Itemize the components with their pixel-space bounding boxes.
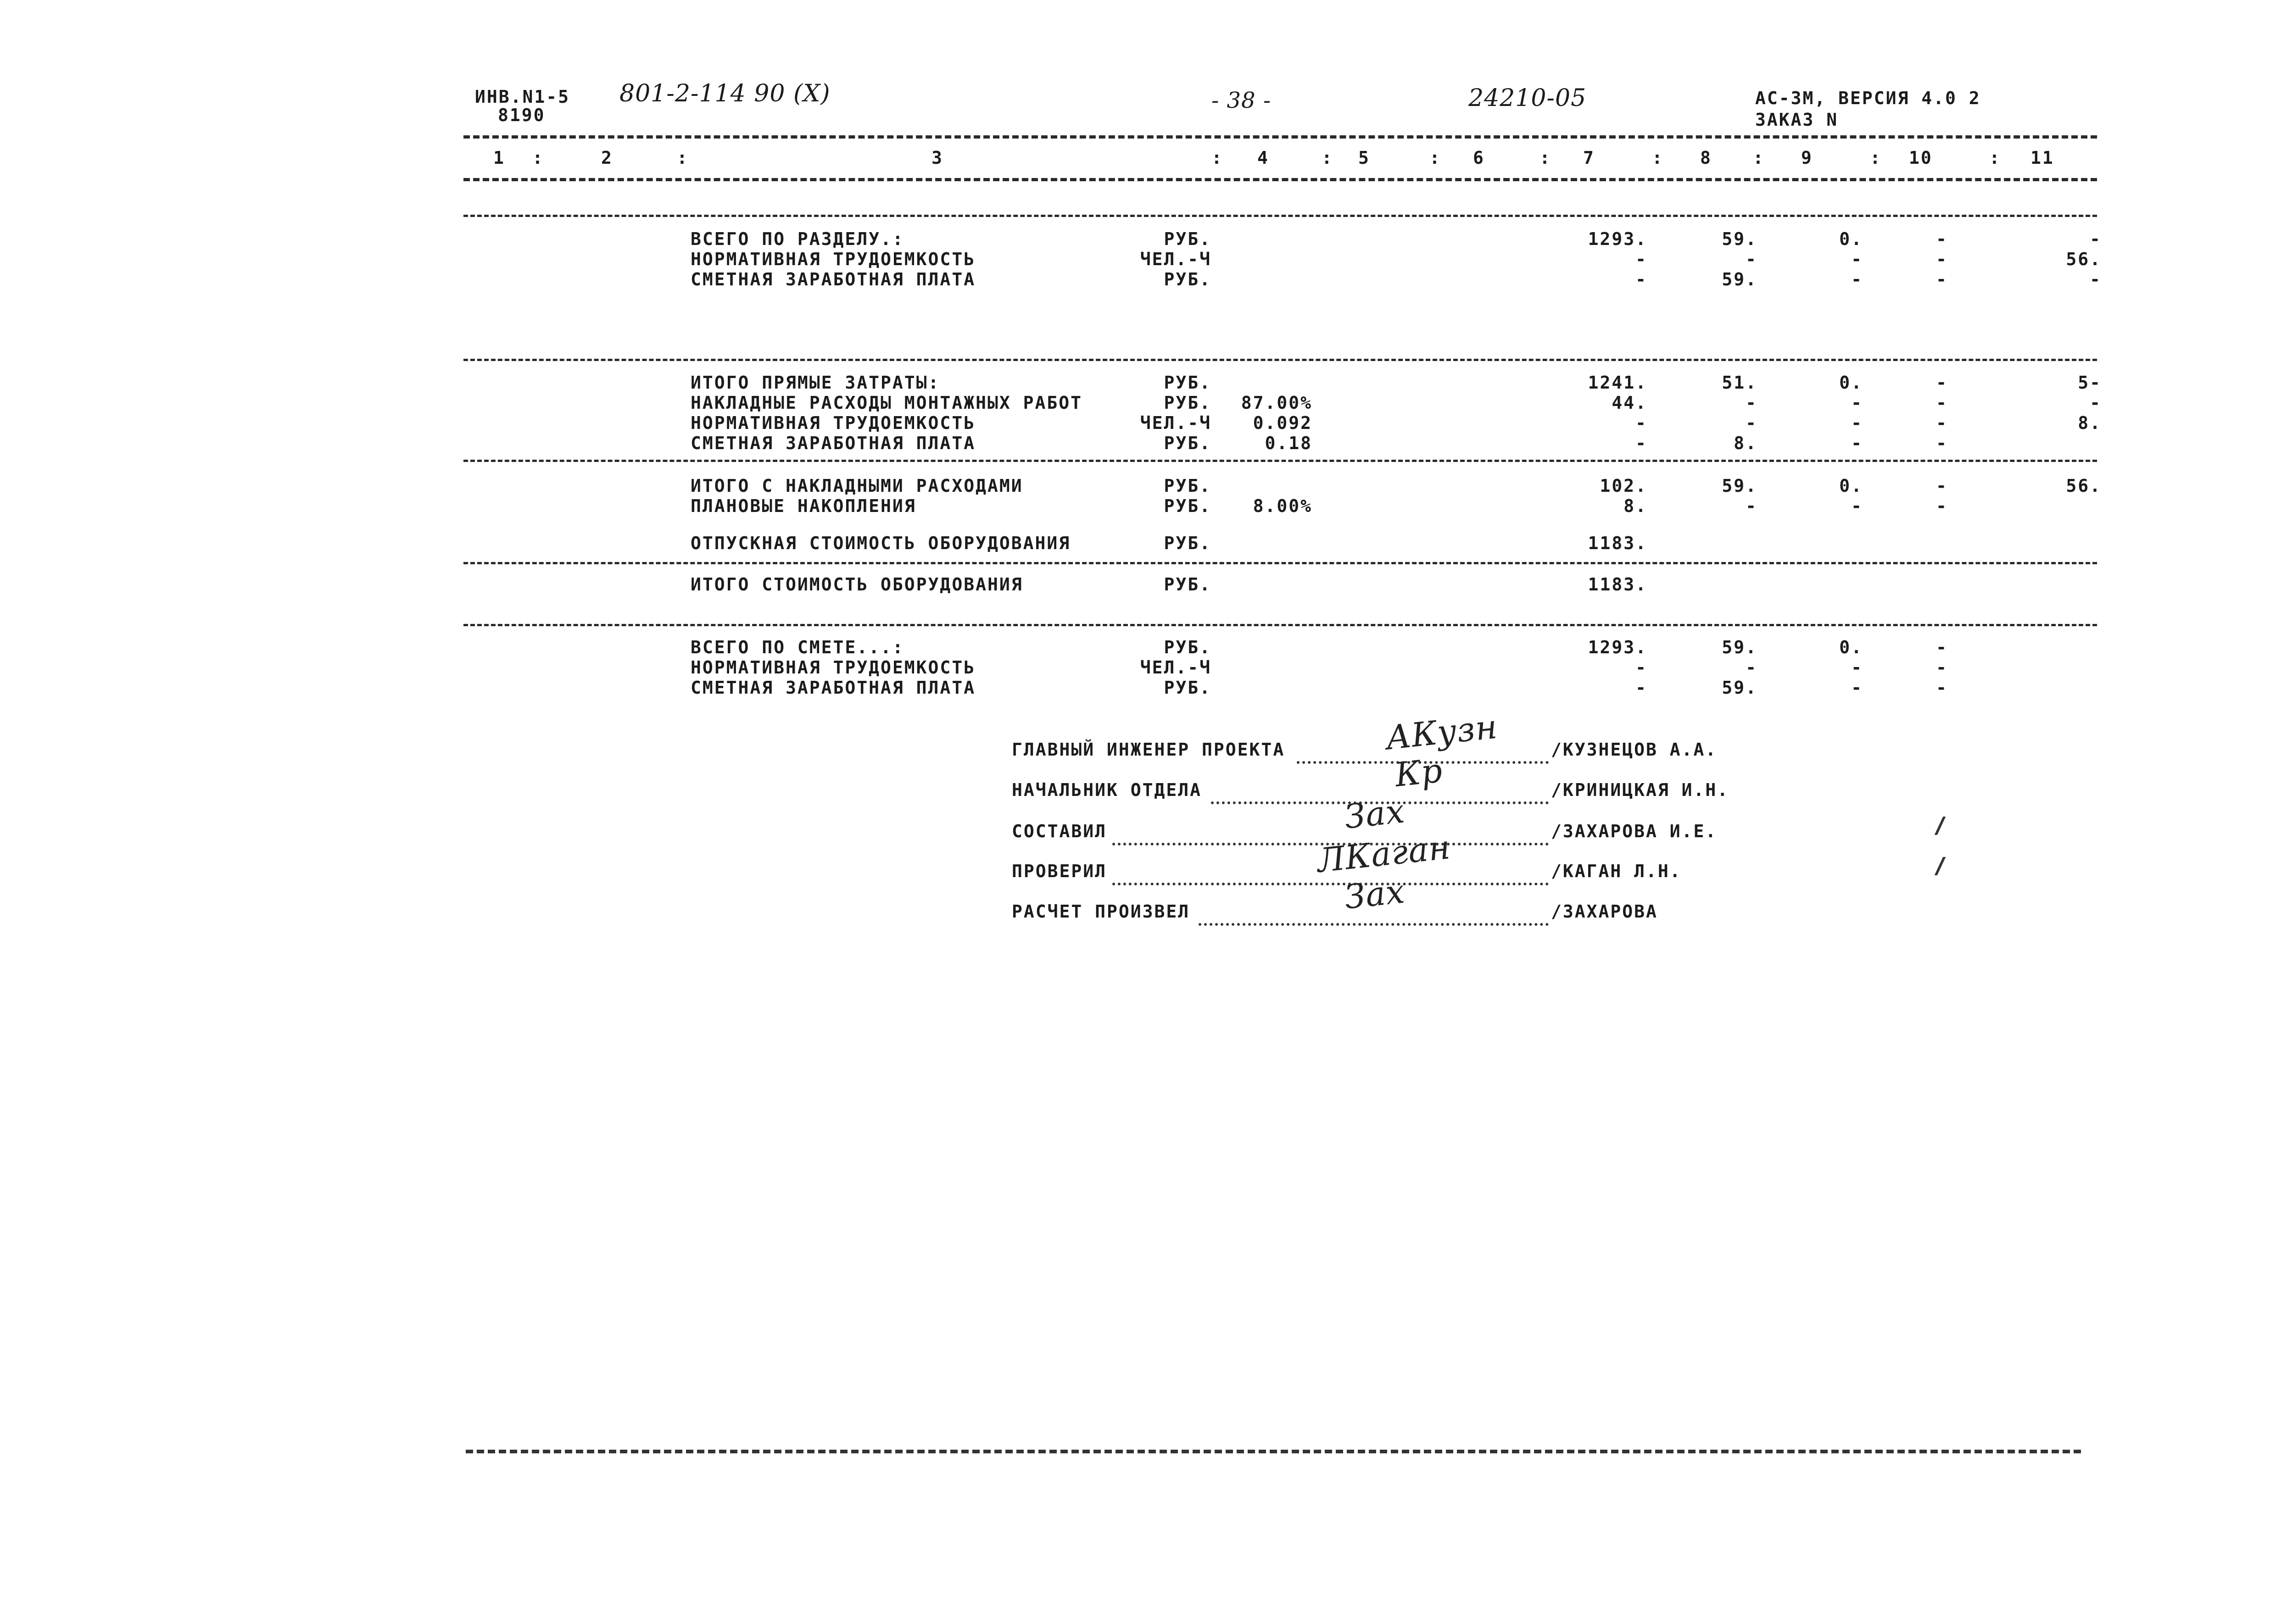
cell-c9: - [1851,413,1863,433]
row-unit: РУБ. [1164,476,1211,496]
row-unit: РУБ. [1164,496,1211,516]
block-rule-3 [463,460,2097,462]
block-rule-4 [463,562,2097,564]
row-rate: 8.00% [1253,496,1312,516]
row-label: СМЕТНАЯ ЗАРАБОТНАЯ ПЛАТА [691,433,976,453]
signatory-role: СОСТАВИЛ [1012,821,1107,841]
page-mark: - 38 - [1211,88,1272,113]
column-separator: : [1540,148,1551,168]
cell-c10: - [1936,678,1948,698]
header-rule-top [463,135,2097,139]
signatory-role: НАЧАЛЬНИК ОТДЕЛА [1012,780,1202,800]
column-number-6: 6 [1473,148,1485,168]
block-rule-2 [463,359,2097,361]
cell-c11: 8. [2078,413,2102,433]
row-label: СМЕТНАЯ ЗАРАБОТНАЯ ПЛАТА [691,678,976,698]
cell-c9: - [1851,433,1863,453]
row-label: СМЕТНАЯ ЗАРАБОТНАЯ ПЛАТА [691,269,976,289]
column-number-5: 5 [1358,148,1370,168]
check-mark [1935,857,1946,875]
cell-c9: 0. [1839,637,1863,657]
cell-c7: 1183. [1588,533,1647,553]
project-number: 24210-05 [1468,84,1587,112]
cell-c8: 59. [1722,476,1757,496]
cell-c8: 59. [1722,229,1757,249]
column-separator: : [1652,148,1664,168]
row-label: НАКЛАДНЫЕ РАСХОДЫ МОНТАЖНЫХ РАБОТ [691,393,1082,413]
row-rate: 87.00% [1241,393,1312,413]
cell-c7: 1293. [1588,637,1647,657]
column-separator: : [1753,148,1765,168]
cell-c8: - [1746,496,1757,516]
signatory-name: /ЗАХАРОВА [1551,901,1658,922]
column-number-8: 8 [1700,148,1712,168]
cell-c7: - [1635,678,1647,698]
row-rate: 0.18 [1265,433,1312,453]
signatory-name: /ЗАХАРОВА И.Е. [1551,821,1718,841]
block-rule-1 [463,215,2097,217]
row-unit: РУБ. [1164,393,1211,413]
cell-c7: 1241. [1588,373,1647,393]
cell-c10: - [1936,373,1948,393]
cell-c8: 51. [1722,373,1757,393]
handwritten-signature: Зах [1342,791,1407,836]
handwritten-signature: Зах [1342,872,1407,917]
cell-c7: 44. [1612,393,1647,413]
cell-c9: 0. [1839,373,1863,393]
cell-c9: - [1851,269,1863,289]
column-number-4: 4 [1257,148,1269,168]
row-unit: РУБ. [1164,678,1211,698]
column-separator: : [532,148,544,168]
column-number-10: 10 [1909,148,1933,168]
row-label: ВСЕГО ПО СМЕТЕ...: [691,637,904,657]
cell-c7: 8. [1623,496,1647,516]
row-label: НОРМАТИВНАЯ ТРУДОЕМКОСТЬ [691,413,976,433]
signatory-role: ПРОВЕРИЛ [1012,861,1107,881]
cell-c11: - [2090,229,2102,249]
software-version: АС-3М, ВЕРСИЯ 4.0 2 [1755,88,1981,108]
row-unit: РУБ. [1164,637,1211,657]
row-label: НОРМАТИВНАЯ ТРУДОЕМКОСТЬ [691,249,976,269]
cell-c7: - [1635,249,1647,269]
row-unit: ЧЕЛ.-Ч [1140,413,1211,433]
column-number-3: 3 [932,148,943,168]
handwritten-signature: ЛКаган [1315,827,1453,880]
row-label: НОРМАТИВНАЯ ТРУДОЕМКОСТЬ [691,657,976,678]
row-unit: ЧЕЛ.-Ч [1140,657,1211,678]
cell-c10: - [1936,657,1948,678]
row-unit: РУБ. [1164,574,1211,595]
cell-c10: - [1936,249,1948,269]
row-unit: РУБ. [1164,229,1211,249]
cell-c11: - [2090,393,2102,413]
row-unit: РУБ. [1164,373,1211,393]
cell-c11: 56. [2066,249,2102,269]
column-separator: : [1322,148,1333,168]
cell-c9: 0. [1839,476,1863,496]
column-number-1: 1 [493,148,505,168]
cell-c11: 56. [2066,476,2102,496]
signatory-role: РАСЧЕТ ПРОИЗВЕЛ [1012,901,1190,922]
row-label: ИТОГО СТОИМОСТЬ ОБОРУДОВАНИЯ [691,574,1023,595]
row-unit: РУБ. [1164,269,1211,289]
cell-c10: - [1936,476,1948,496]
row-label: ВСЕГО ПО РАЗДЕЛУ.: [691,229,904,249]
cell-c10: - [1936,229,1948,249]
cell-c10: - [1936,496,1948,516]
check-mark [1935,817,1946,835]
row-label: ОТПУСКНАЯ СТОИМОСТЬ ОБОРУДОВАНИЯ [691,533,1071,553]
column-number-11: 11 [2030,148,2054,168]
cell-c7: 102. [1600,476,1647,496]
signatory-name: /КРИНИЦКАЯ И.Н. [1551,780,1729,800]
inv-number: 8190 [498,105,546,125]
cell-c8: - [1746,249,1757,269]
column-separator: : [1211,148,1223,168]
column-separator: : [1870,148,1882,168]
column-number-9: 9 [1801,148,1813,168]
cell-c10: - [1936,413,1948,433]
cell-c9: - [1851,657,1863,678]
cell-c7: 1293. [1588,229,1647,249]
cell-c8: 59. [1722,637,1757,657]
column-separator: : [1989,148,2001,168]
cell-c7: - [1635,657,1647,678]
column-separator: : [1429,148,1441,168]
column-separator: : [677,148,689,168]
row-label: ИТОГО ПРЯМЫЕ ЗАТРАТЫ: [691,373,940,393]
block-rule-5 [463,624,2097,626]
cell-c11: 5- [2078,373,2102,393]
header-rule-bottom [463,178,2097,181]
doc-code: 801-2-114 90 (Ⅹ) [619,80,831,107]
cell-c10: - [1936,637,1948,657]
cell-c8: - [1746,413,1757,433]
cell-c7: - [1635,413,1647,433]
column-number-7: 7 [1583,148,1595,168]
inv-label: ИНВ.N1-5 [475,87,570,107]
row-rate: 0.092 [1253,413,1312,433]
cell-c8: 59. [1722,269,1757,289]
cell-c10: - [1936,393,1948,413]
cell-c7: - [1635,269,1647,289]
row-unit: РУБ. [1164,433,1211,453]
signatory-name: /КУЗНЕЦОВ А.А. [1551,740,1718,760]
cell-c8: 59. [1722,678,1757,698]
row-label: ПЛАНОВЫЕ НАКОПЛЕНИЯ [691,496,916,516]
signatory-name: /КАГАН Л.Н. [1551,861,1682,881]
cell-c7: - [1635,433,1647,453]
cell-c10: - [1936,269,1948,289]
cell-c8: - [1746,393,1757,413]
handwritten-signature: АКузн [1384,707,1500,757]
signatory-role: ГЛАВНЫЙ ИНЖЕНЕР ПРОЕКТА [1012,740,1285,760]
column-number-2: 2 [601,148,613,168]
handwritten-signature: Кр [1393,751,1445,795]
cell-c9: - [1851,249,1863,269]
cell-c11: - [2090,269,2102,289]
row-unit: ЧЕЛ.-Ч [1140,249,1211,269]
row-unit: РУБ. [1164,533,1211,553]
row-label: ИТОГО С НАКЛАДНЫМИ РАСХОДАМИ [691,476,1023,496]
bottom-dashed-line [466,1450,2081,1453]
cell-c8: 8. [1734,433,1757,453]
order-label: ЗАКАЗ N [1755,110,1839,130]
cell-c9: - [1851,393,1863,413]
cell-c7: 1183. [1588,574,1647,595]
cell-c8: - [1746,657,1757,678]
cell-c9: - [1851,678,1863,698]
cell-c9: 0. [1839,229,1863,249]
cell-c9: - [1851,496,1863,516]
cell-c10: - [1936,433,1948,453]
